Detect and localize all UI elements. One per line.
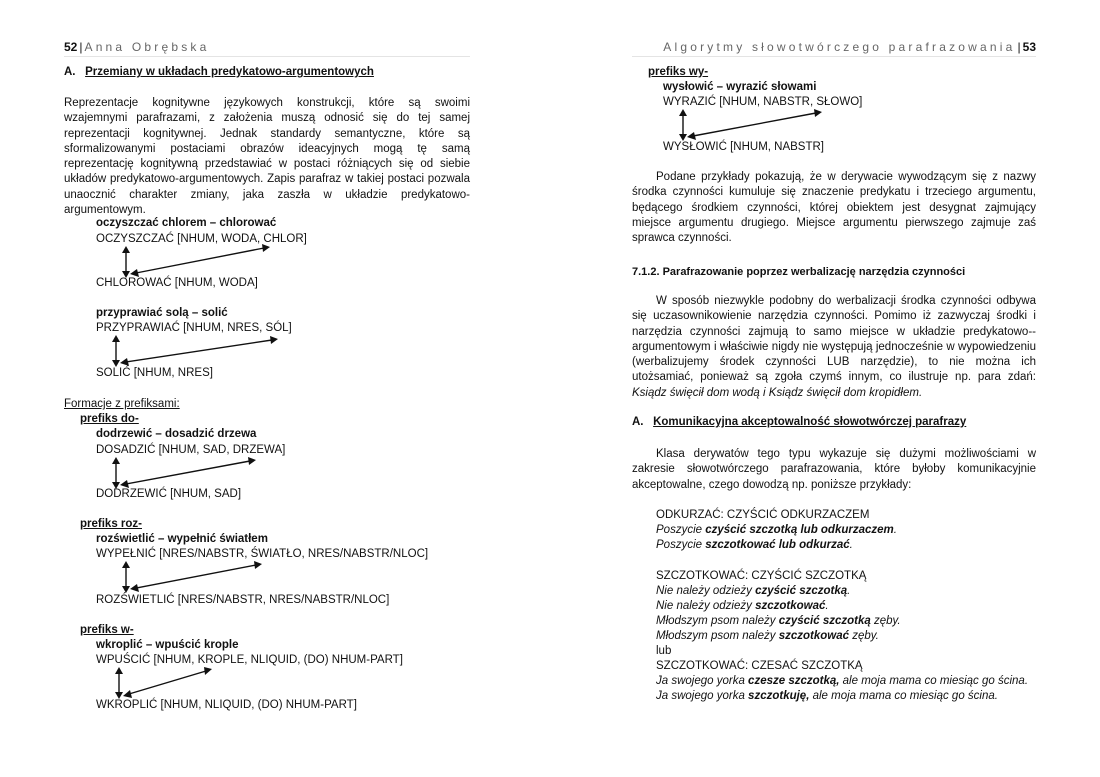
- subsection-heading: 7.1.2. Parafrazowanie poprzez werbalizację narzędzia czynności: [632, 266, 966, 278]
- right-page: [550, 0, 1100, 777]
- prefix-label: prefiks w-: [80, 624, 134, 636]
- book-title: Algorytmy słowotwórczego parafrazowania: [663, 40, 1016, 54]
- intro-paragraph: Reprezentacje kognitywne językowych konstrukcji, które są swoimi wzajemnymi parafrazami, z założenia muszą odnosić się do tej samej reprezentacji kognitywnej. Jednak standardy semantyczne, które są sformalizowanymi postaciami obrazów ideacyjnych mogą tę samą reprezentację kognitywną przedstawiać w postaci różniących się od siebie układów predykatowo-argumentowych. Zapis parafraz w takiej postaci pozwala unaocznić charakter zmiany, jaka zaszła w układzie predykatowo-argumentowym.: [64, 97, 470, 217]
- example-sentence: Poszycie czyścić szczotką lub odkurzaczem.: [656, 524, 897, 536]
- right-running-header: Algorytmy słowotwórczego parafrazowania | 53: [663, 40, 1036, 54]
- example-title: oczyszczać chlorem – chlorować: [96, 217, 277, 229]
- example-heading: ODKURZAĆ: CZYŚCIĆ ODKURZACZEM: [656, 509, 870, 521]
- example-bottom-frame: WYSŁOWIĆ [NHUM, NABSTR]: [663, 141, 825, 153]
- paragraph: Klasa derywatów tego typu wykazuje się dużymi możliwościami w zakresie słowotwórczego parafrazowania, które byłoby komunikacyjnie akceptowalne, czego dowodzą np. poniższe przykłady:: [632, 448, 1036, 491]
- transformation-arrows: [550, 0, 551, 1]
- example-top-frame: WYPEŁNIĆ [NRES/NABSTR, ŚWIATŁO, NRES/NABSTR/NLOC]: [96, 548, 429, 560]
- example-bottom-frame: SOLIĆ [NHUM, NRES]: [96, 367, 213, 379]
- example-title: wkroplić – wpuścić krople: [96, 639, 239, 651]
- example-top-frame: WYRAZIĆ [NHUM, NABSTR, SŁOWO]: [663, 96, 863, 108]
- left-running-header: 52 | Anna Obrębska: [64, 40, 210, 54]
- page-number: 52: [64, 40, 78, 54]
- conjunction: lub: [656, 645, 672, 657]
- example-top-frame: PRZYPRAWIAĆ [NHUM, NRES, SÓL]: [96, 322, 292, 334]
- paragraph: W sposób niezwykle podobny do werbalizacji środka czynności odbywa się uczasownikowienie narzędzia czynności. Pomimo iż zazwyczaj środki i narzędzia czynności zajmują to samo miejsce w układzie predykatowo--argumentowym i właściwie nigdy nie występują jednocześnie w wypowiedzeniu (werbalizujemy środek czynności LUB narzędzie), to nie można ich utożsamiać, ponieważ są zgoła czymś innym, co ilustruje np. para zdań: Ksiądz święcił dom wodą i Ksiądz święcił dom kropidłem.: [632, 295, 1036, 399]
- example-title: dodrzewić – dosadzić drzewa: [96, 428, 257, 440]
- author-name: Anna Obrębska: [84, 40, 210, 54]
- example-top-frame: WPUŚCIĆ [NHUM, KROPLE, NLIQUID, (DO) NHUM-PART]: [96, 654, 403, 666]
- header-rule: [632, 56, 1036, 57]
- example-sentence: Ja swojego yorka czesze szczotką, ale moja mama co miesiąc go ścina.: [656, 675, 1029, 687]
- page-number: 53: [1022, 40, 1036, 54]
- example-sentence: Młodszym psom należy czyścić szczotką zęby.: [656, 615, 901, 627]
- prefix-label: prefiks roz-: [80, 518, 142, 530]
- header-rule: [64, 56, 470, 57]
- example-top-frame: OCZYSZCZAĆ [NHUM, WODA, CHLOR]: [96, 233, 307, 245]
- example-sentence: Ja swojego yorka szczotkuję, ale moja mama co miesiąc go ścina.: [656, 690, 998, 702]
- example-sentence: Nie należy odzieży czyścić szczotką.: [656, 585, 851, 597]
- example-sentence: Młodszym psom należy szczotkować zęby.: [656, 630, 879, 642]
- section-heading: A. Przemiany w układach predykatowo-argumentowych: [64, 66, 374, 78]
- example-heading: SZCZOTKOWAĆ: CZESAĆ SZCZOTKĄ: [656, 660, 863, 672]
- example-title: przyprawiać solą – solić: [96, 307, 228, 319]
- prefix-label: prefiks do-: [80, 413, 139, 425]
- formations-label: Formacje z prefiksami:: [64, 398, 180, 410]
- example-bottom-frame: CHLOROWAĆ [NHUM, WODA]: [96, 277, 258, 289]
- example-title: wysłowić – wyrazić słowami: [663, 81, 817, 93]
- paragraph: Podane przykłady pokazują, że w derywacie wywodzącym się z nazwy środka czynności kumuluje się znaczenie predykatu i trzeciego argumentu, będącego środkiem czynności, której obiektem jest desygnat zajmujący miejsce argumentu drugiego. Miejsce argumentu pierwszego zajmuje zaś sprawca czynności.: [632, 171, 1036, 245]
- example-top-frame: DOSADZIĆ [NHUM, SAD, DRZEWA]: [96, 444, 286, 456]
- example-bottom-frame: WKROPLIĆ [NHUM, NLIQUID, (DO) NHUM-PART]: [96, 699, 357, 711]
- section-heading: A. Komunikacyjna akceptowalność słowotwórczej parafrazy: [632, 416, 967, 428]
- example-bottom-frame: ROZŚWIETLIĆ [NRES/NABSTR, NRES/NABSTR/NLOC]: [96, 594, 390, 606]
- example-bottom-frame: DODRZEWIĆ [NHUM, SAD]: [96, 488, 242, 500]
- example-title: rozświetlić – wypełnić światłem: [96, 533, 268, 545]
- prefix-label: prefiks wy-: [648, 66, 709, 78]
- example-sentence: Poszycie szczotkować lub odkurzać.: [656, 539, 853, 551]
- example-heading: SZCZOTKOWAĆ: CZYŚCIĆ SZCZOTKĄ: [656, 570, 867, 582]
- example-sentence: Nie należy odzieży szczotkować.: [656, 600, 829, 612]
- transformation-arrows: [0, 0, 1, 1]
